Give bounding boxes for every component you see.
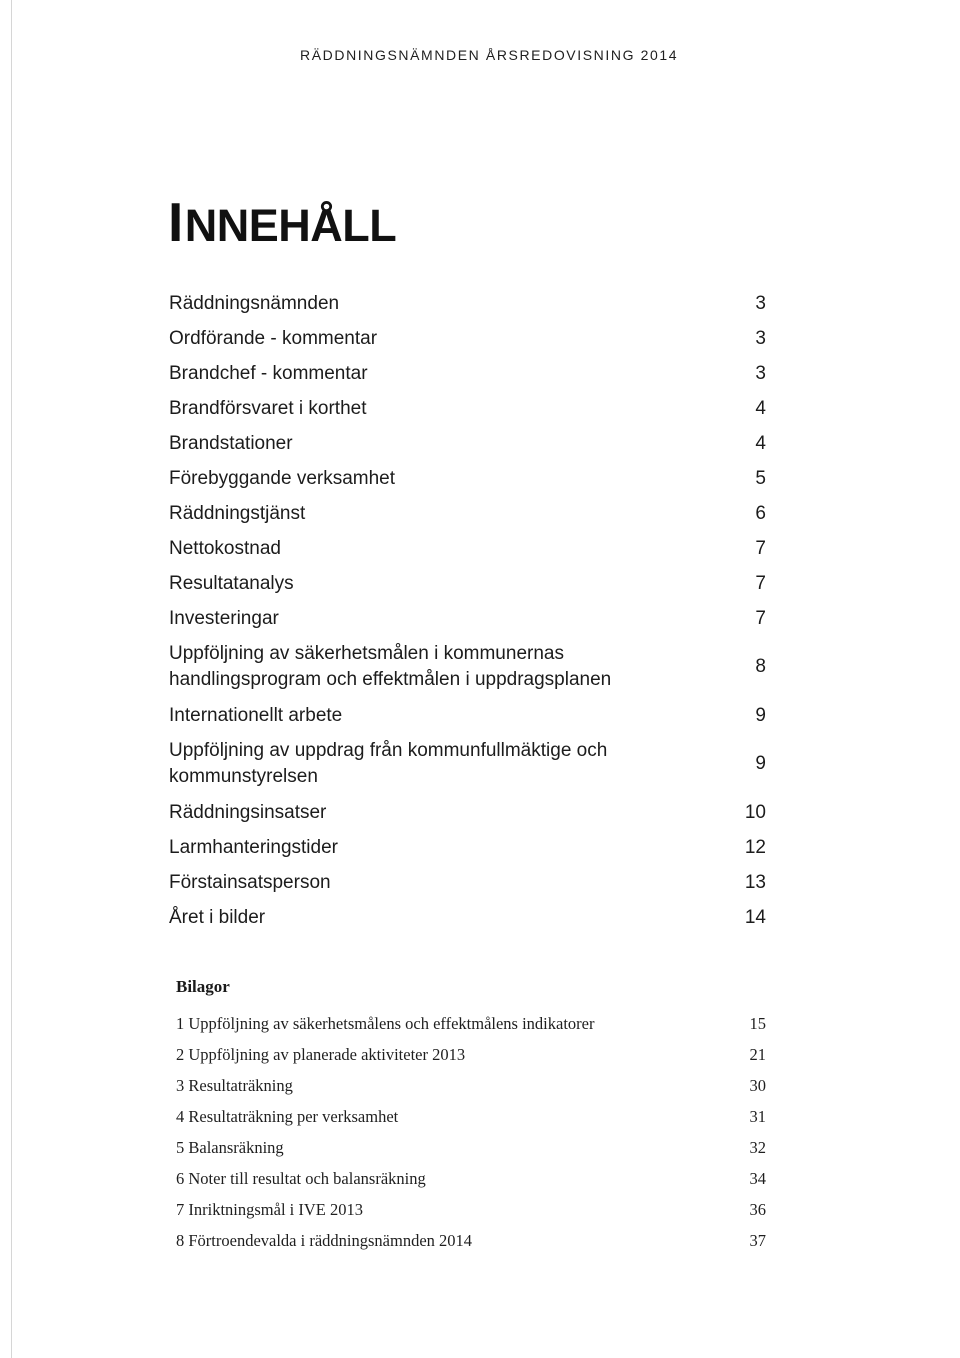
appendix-list	[176, 1008, 770, 1256]
toc-entry-page: 7	[755, 607, 766, 629]
toc-entry-page: 3	[755, 292, 766, 314]
toc-entry[interactable]	[169, 733, 769, 795]
appendix-entry-page: 32	[749, 1137, 766, 1157]
toc-entry-page: 6	[755, 502, 766, 524]
appendix-heading: Bilagor	[176, 977, 230, 996]
toc-entry-page: 7	[755, 572, 766, 594]
appendix-entry-label: 8 Förtroendevalda i räddningsnämnden 2014	[176, 1230, 473, 1250]
toc-entry-label: Brandförsvaret i korthet	[169, 397, 367, 419]
toc-entry-label: Räddningstjänst	[169, 502, 306, 524]
toc-entry[interactable]	[169, 356, 769, 391]
toc-entry-label: Förstainsatsperson	[169, 871, 331, 893]
toc-entry[interactable]	[169, 286, 769, 321]
toc-entry-label: Ordförande - kommentar	[169, 327, 378, 349]
toc-entry-page: 9	[755, 704, 766, 726]
toc-entry-page: 12	[744, 836, 766, 858]
running-header: RÄDDNINGSNÄMNDEN ÅRSREDOVISNING 2014	[300, 47, 679, 63]
toc-entry-label: Internationellt arbete	[169, 704, 343, 726]
toc-entry-page: 5	[755, 467, 766, 489]
appendix-entry-page: 37	[749, 1230, 766, 1250]
toc-entry[interactable]	[169, 698, 769, 733]
toc-entry[interactable]	[169, 636, 769, 698]
toc-entry-page: 4	[755, 432, 766, 454]
scan-edge-line	[11, 0, 12, 1358]
appendix-entry[interactable]	[176, 1039, 770, 1070]
appendix-entry-label: 5 Balansräkning	[176, 1137, 284, 1157]
appendix-entry-label: 7 Inriktningsmål i IVE 2013	[176, 1199, 363, 1219]
toc-entry[interactable]	[169, 795, 769, 830]
toc-entry[interactable]	[169, 496, 769, 531]
appendix-entry-label: 3 Resultaträkning	[176, 1075, 293, 1095]
toc-entry-page: 13	[744, 871, 766, 893]
appendix-entry[interactable]	[176, 1132, 770, 1163]
toc-entry-label: Investeringar	[169, 607, 279, 629]
toc-entry[interactable]	[169, 900, 769, 935]
toc-entry-label: Räddningsinsatser	[169, 801, 327, 823]
appendix-entry-page: 34	[749, 1168, 766, 1188]
appendix-entry-page: 15	[749, 1013, 766, 1033]
appendix-entry-page: 21	[749, 1044, 766, 1064]
page-title	[168, 192, 396, 256]
toc-entry[interactable]	[169, 566, 769, 601]
toc-entry[interactable]	[169, 601, 769, 636]
toc-entry-page: 9	[755, 753, 766, 774]
toc-entry-page: 8	[755, 656, 766, 677]
toc-entry[interactable]	[169, 531, 769, 566]
toc-entry-label: Räddningsnämnden	[169, 292, 340, 314]
toc-entry[interactable]	[169, 391, 769, 426]
toc-entry-page: 3	[755, 327, 766, 349]
appendix-entry[interactable]	[176, 1101, 770, 1132]
toc-entry-page: 14	[744, 906, 766, 928]
appendix-entry-page: 30	[749, 1075, 766, 1095]
title-first-letter: I	[168, 191, 183, 253]
toc-entry[interactable]	[169, 461, 769, 496]
toc-entry-page: 3	[755, 362, 766, 384]
toc-entry-label: Förebyggande verksamhet	[169, 467, 396, 489]
toc-entry-label: Brandstationer	[169, 432, 293, 454]
toc-entry[interactable]	[169, 321, 769, 356]
appendix-entry-label: 6 Noter till resultat och balansräkning	[176, 1168, 426, 1188]
toc-entry-label: Året i bilder	[169, 906, 266, 928]
appendix-entry-label: 4 Resultaträkning per verksamhet	[176, 1106, 399, 1126]
toc-entry-label: Uppföljning av uppdrag från kommunfullmäktige och kommunstyrelsen	[169, 740, 608, 787]
toc-entry-label: Brandchef - kommentar	[169, 362, 368, 384]
toc-entry-page: 10	[744, 801, 766, 823]
toc-entry-page: 4	[755, 397, 766, 419]
toc-entry-page: 7	[755, 537, 766, 559]
appendix-entry[interactable]	[176, 1008, 770, 1039]
appendix-entry-label: 2 Uppföljning av planerade aktiviteter 2013	[176, 1044, 466, 1064]
appendix-entry[interactable]	[176, 1225, 770, 1256]
appendix-entry[interactable]	[176, 1163, 770, 1194]
appendix-entry[interactable]	[176, 1070, 770, 1101]
appendix-entry-page: 31	[749, 1106, 766, 1126]
toc-entry-label: Larmhanteringstider	[169, 836, 338, 858]
toc-entry[interactable]	[169, 830, 769, 865]
appendix-entry[interactable]	[176, 1194, 770, 1225]
table-of-contents	[169, 286, 769, 935]
toc-entry-label: Nettokostnad	[169, 537, 281, 559]
appendix-entry-page: 36	[749, 1199, 766, 1219]
toc-entry[interactable]	[169, 865, 769, 900]
appendix-entry-label: 1 Uppföljning av säkerhetsmålens och effektmålens indikatorer	[176, 1013, 595, 1033]
toc-entry[interactable]	[169, 426, 769, 461]
toc-entry-label: Uppföljning av säkerhetsmålen i kommunernas handlingsprogram och effektmålen i uppdragsplanen	[169, 643, 612, 690]
toc-entry-label: Resultatanalys	[169, 572, 294, 594]
title-rest: NNEHÅLL	[184, 200, 397, 251]
